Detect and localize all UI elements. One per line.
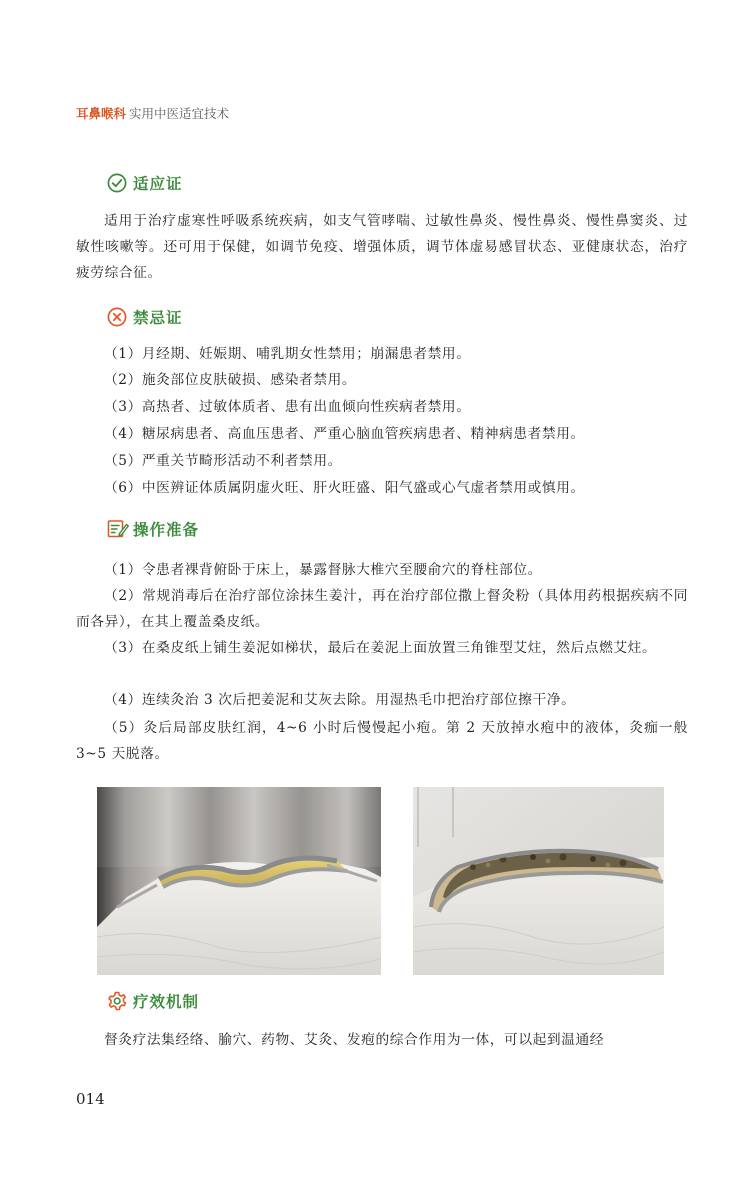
section-heading-mechanism bbox=[106, 990, 199, 1012]
running-head-book-title: 实用中医适宜技术 bbox=[129, 106, 230, 121]
contraindication-item: （6）中医辨证体质属阴虚火旺、肝火旺盛、阳气盛或心气虚者禁用或慎用。 bbox=[104, 480, 585, 496]
photo-moxa-burning bbox=[413, 787, 664, 975]
contraindication-item: （3）高热者、过敏体质者、患有出血倾向性疾病者禁用。 bbox=[104, 399, 471, 415]
section-title: 禁忌证 bbox=[133, 309, 183, 327]
preparation-step: （5）灸后局部皮肤红润，4~6 小时后慢慢起小疱。第 2 天放掉水疱中的液体，灸痂一般 3~5 天脱落。 bbox=[76, 720, 688, 762]
page-number: 014 bbox=[76, 1090, 105, 1108]
section-heading-indications bbox=[106, 172, 183, 194]
contraindication-item: （4）糖尿病患者、高血压患者、严重心脑血管疾病患者、精神病患者禁用。 bbox=[104, 426, 585, 442]
preparation-step: （1）令患者裸背俯卧于床上，暴露督脉大椎穴至腰俞穴的脊柱部位。 bbox=[104, 562, 542, 578]
mechanism-paragraph: 督灸疗法集经络、腧穴、药物、艾灸、发疱的综合作用为一体，可以起到温通经 bbox=[104, 1032, 605, 1048]
running-head-brand: 耳鼻喉科 bbox=[76, 106, 127, 121]
x-circle-icon bbox=[106, 306, 128, 328]
preparation-step: （4）连续灸治 3 次后把姜泥和艾灰去除。用湿热毛巾把治疗部位擦干净。 bbox=[104, 692, 576, 708]
indications-paragraph: 适用于治疗虚寒性呼吸系统疾病，如支气管哮喘、过敏性鼻炎、慢性鼻炎、慢性鼻窦炎、过敏性咳嗽等。还可用于保健，如调节免疫、增强体质，调节体虚易感冒状态、亚健康状态，治疗疲劳综合征。 bbox=[76, 213, 688, 281]
section-heading-contraindications bbox=[106, 306, 183, 328]
running-head bbox=[76, 106, 229, 122]
section-title: 适应证 bbox=[133, 175, 183, 193]
preparation-step: （2）常规消毒后在治疗部位涂抹生姜汁，再在治疗部位撒上督灸粉（具体用药根据疾病不同而各异），在其上覆盖桑皮纸。 bbox=[76, 588, 688, 630]
contraindication-item: （5）严重关节畸形活动不利者禁用。 bbox=[104, 453, 342, 469]
check-circle-icon bbox=[106, 172, 128, 194]
photo-ginger-paste-applied bbox=[97, 787, 381, 975]
section-title: 疗效机制 bbox=[133, 993, 200, 1011]
gear-icon bbox=[106, 990, 128, 1012]
notepad-pencil-icon bbox=[106, 518, 128, 540]
contraindication-item: （1）月经期、妊娠期、哺乳期女性禁用；崩漏患者禁用。 bbox=[104, 346, 471, 362]
section-title: 操作准备 bbox=[133, 521, 200, 539]
contraindication-item: （2）施灸部位皮肤破损、感染者禁用。 bbox=[104, 372, 357, 388]
section-heading-preparation bbox=[106, 518, 199, 540]
preparation-step: （3）在桑皮纸上铺生姜泥如梯状，最后在姜泥上面放置三角锥型艾炷，然后点燃艾炷。 bbox=[104, 640, 657, 656]
